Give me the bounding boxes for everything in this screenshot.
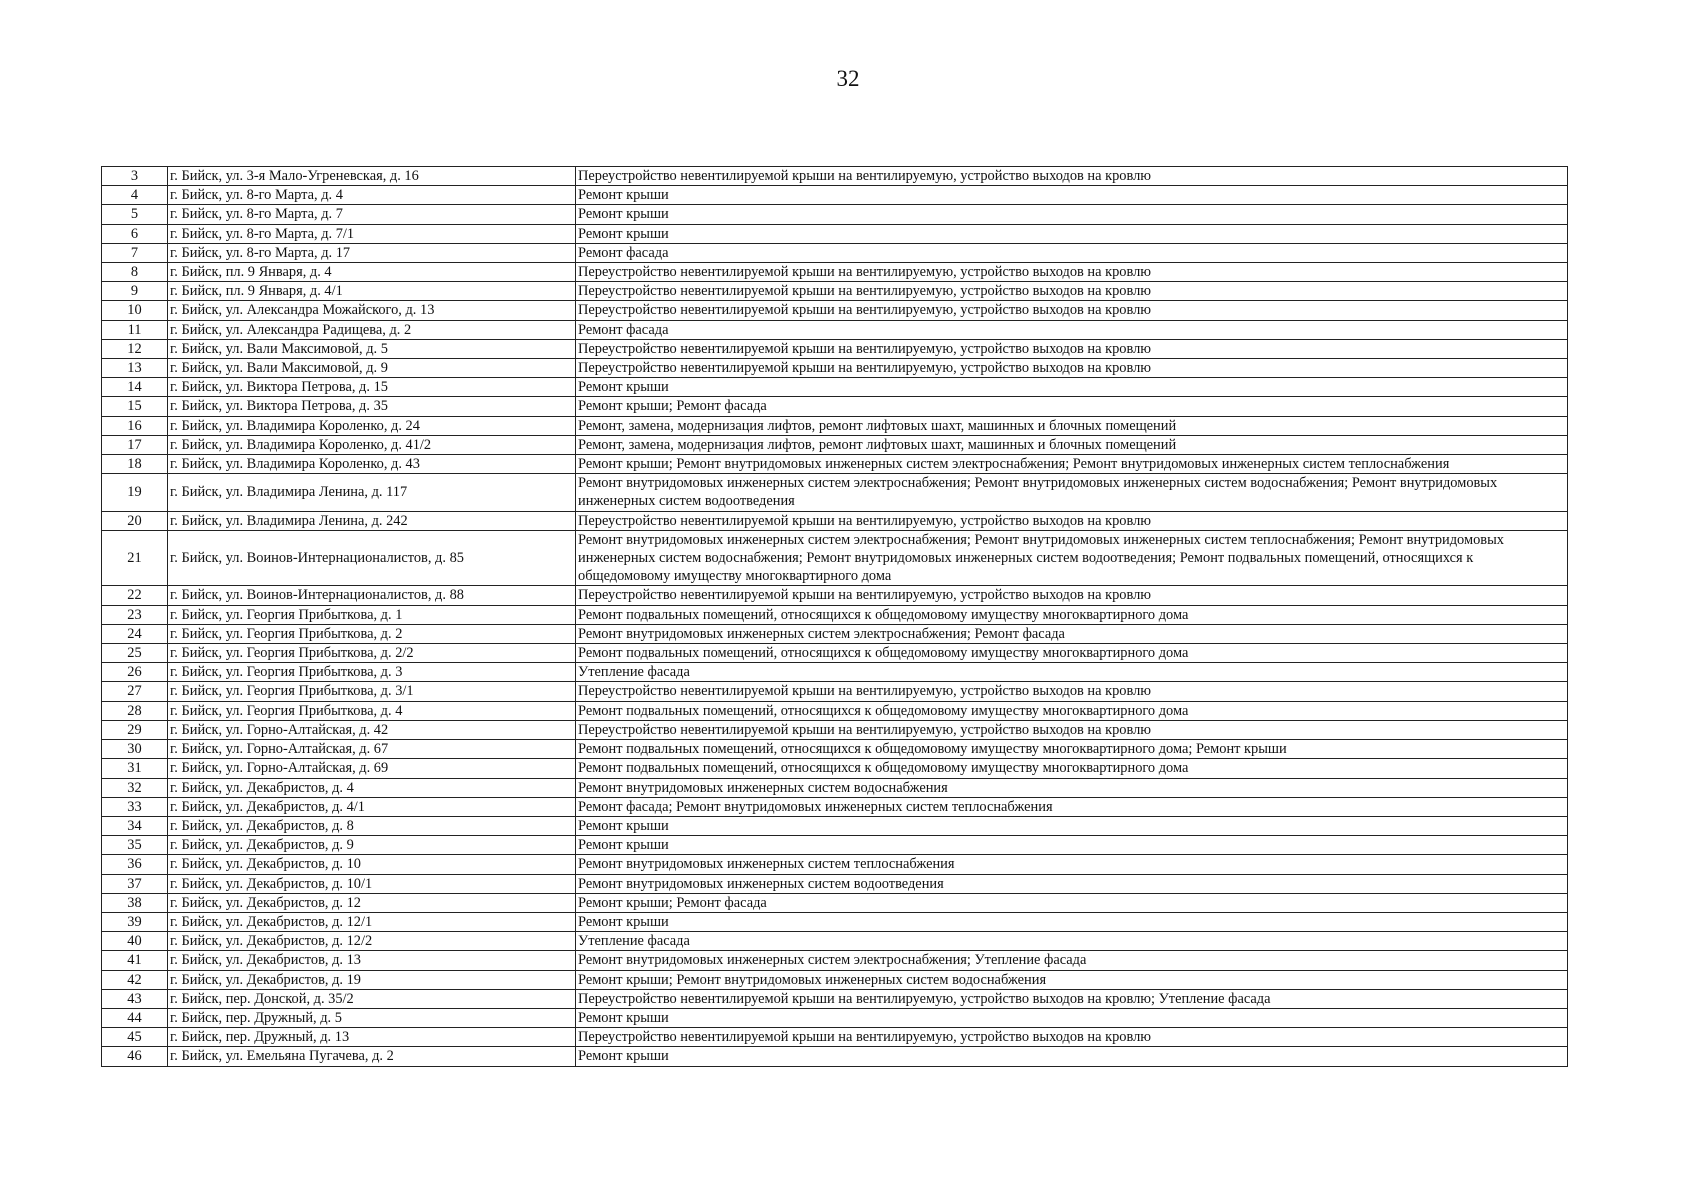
row-number: 44 [102, 1008, 168, 1027]
row-address: г. Бийск, ул. Декабристов, д. 12 [168, 893, 576, 912]
table-row [102, 989, 1568, 1008]
table-body [102, 167, 1568, 1067]
row-address: г. Бийск, ул. 3-я Мало-Угреневская, д. 16 [168, 167, 576, 186]
row-work-type: Ремонт крыши; Ремонт фасада [576, 397, 1568, 416]
row-work-type: Ремонт, замена, модернизация лифтов, ремонт лифтовых шахт, машинных и блочных помещений [576, 416, 1568, 435]
table-row [102, 530, 1568, 586]
row-number: 5 [102, 205, 168, 224]
row-work-type: Переустройство невентилируемой крыши на вентилируемую, устройство выходов на кровлю [576, 339, 1568, 358]
table-row [102, 282, 1568, 301]
row-work-type: Ремонт крыши [576, 378, 1568, 397]
row-number: 18 [102, 455, 168, 474]
row-work-type: Переустройство невентилируемой крыши на вентилируемую, устройство выходов на кровлю [576, 511, 1568, 530]
table-row [102, 1028, 1568, 1047]
row-number: 7 [102, 243, 168, 262]
row-work-type: Ремонт внутридомовых инженерных систем электроснабжения; Ремонт внутридомовых инженерных систем водоснабжения; Ремонт внутридомовых инженерных систем водоотведения [576, 474, 1568, 511]
row-address: г. Бийск, ул. Георгия Прибыткова, д. 3 [168, 663, 576, 682]
row-work-type: Ремонт подвальных помещений, относящихся к общедомовому имуществу многоквартирного дома [576, 605, 1568, 624]
row-work-type: Ремонт подвальных помещений, относящихся к общедомовому имуществу многоквартирного дома; Ремонт крыши [576, 740, 1568, 759]
page-number: 32 [836, 66, 860, 91]
table-row [102, 320, 1568, 339]
row-address: г. Бийск, ул. Декабристов, д. 10/1 [168, 874, 576, 893]
row-work-type: Переустройство невентилируемой крыши на вентилируемую, устройство выходов на кровлю [576, 359, 1568, 378]
row-number: 8 [102, 263, 168, 282]
row-number: 16 [102, 416, 168, 435]
row-work-type: Ремонт внутридомовых инженерных систем водоотведения [576, 874, 1568, 893]
table-row [102, 893, 1568, 912]
row-number: 34 [102, 816, 168, 835]
row-number: 13 [102, 359, 168, 378]
row-number: 40 [102, 932, 168, 951]
table-row [102, 932, 1568, 951]
row-address: г. Бийск, ул. 8-го Марта, д. 7/1 [168, 224, 576, 243]
row-address: г. Бийск, пл. 9 Января, д. 4/1 [168, 282, 576, 301]
row-work-type: Ремонт подвальных помещений, относящихся к общедомовому имуществу многоквартирного дома [576, 759, 1568, 778]
table-row [102, 263, 1568, 282]
row-number: 9 [102, 282, 168, 301]
row-address: г. Бийск, ул. Георгия Прибыткова, д. 4 [168, 701, 576, 720]
row-address: г. Бийск, ул. Владимира Короленко, д. 41/2 [168, 435, 576, 454]
row-number: 10 [102, 301, 168, 320]
row-number: 4 [102, 186, 168, 205]
row-work-type: Ремонт крыши [576, 186, 1568, 205]
table-row [102, 624, 1568, 643]
row-number: 36 [102, 855, 168, 874]
table-row [102, 397, 1568, 416]
row-number: 6 [102, 224, 168, 243]
table-row [102, 951, 1568, 970]
row-address: г. Бийск, пер. Дружный, д. 5 [168, 1008, 576, 1027]
row-work-type: Переустройство невентилируемой крыши на вентилируемую, устройство выходов на кровлю [576, 263, 1568, 282]
row-work-type: Ремонт крыши; Ремонт внутридомовых инженерных систем электроснабжения; Ремонт внутридомовых инженерных систем теплоснабжения [576, 455, 1568, 474]
row-number: 20 [102, 511, 168, 530]
row-number: 24 [102, 624, 168, 643]
row-work-type: Утепление фасада [576, 932, 1568, 951]
row-work-type: Ремонт подвальных помещений, относящихся к общедомовому имуществу многоквартирного дома [576, 701, 1568, 720]
row-number: 22 [102, 586, 168, 605]
table-row [102, 416, 1568, 435]
row-work-type: Ремонт крыши [576, 912, 1568, 931]
table-row [102, 186, 1568, 205]
table-row [102, 816, 1568, 835]
row-address: г. Бийск, ул. Вали Максимовой, д. 5 [168, 339, 576, 358]
row-number: 43 [102, 989, 168, 1008]
row-work-type: Ремонт фасада [576, 243, 1568, 262]
table-row [102, 759, 1568, 778]
row-work-type: Ремонт внутридомовых инженерных систем водоснабжения [576, 778, 1568, 797]
table-row [102, 797, 1568, 816]
table-row [102, 511, 1568, 530]
row-address: г. Бийск, ул. Георгия Прибыткова, д. 1 [168, 605, 576, 624]
row-number: 32 [102, 778, 168, 797]
table-row [102, 586, 1568, 605]
row-address: г. Бийск, ул. 8-го Марта, д. 7 [168, 205, 576, 224]
row-work-type: Ремонт внутридомовых инженерных систем электроснабжения; Ремонт фасада [576, 624, 1568, 643]
row-number: 15 [102, 397, 168, 416]
table-row [102, 644, 1568, 663]
row-number: 3 [102, 167, 168, 186]
row-address: г. Бийск, ул. Декабристов, д. 19 [168, 970, 576, 989]
table-row [102, 378, 1568, 397]
row-address: г. Бийск, ул. Декабристов, д. 4/1 [168, 797, 576, 816]
table-row [102, 855, 1568, 874]
table-row [102, 455, 1568, 474]
row-work-type: Переустройство невентилируемой крыши на вентилируемую, устройство выходов на кровлю [576, 167, 1568, 186]
row-work-type: Ремонт крыши; Ремонт внутридомовых инженерных систем водоснабжения [576, 970, 1568, 989]
row-number: 41 [102, 951, 168, 970]
table-row [102, 836, 1568, 855]
row-address: г. Бийск, ул. Емельяна Пугачева, д. 2 [168, 1047, 576, 1066]
row-number: 30 [102, 740, 168, 759]
table-row [102, 339, 1568, 358]
row-work-type: Переустройство невентилируемой крыши на вентилируемую, устройство выходов на кровлю [576, 282, 1568, 301]
table-row [102, 605, 1568, 624]
row-number: 23 [102, 605, 168, 624]
row-number: 35 [102, 836, 168, 855]
row-address: г. Бийск, ул. Декабристов, д. 10 [168, 855, 576, 874]
table-row [102, 1047, 1568, 1066]
row-number: 38 [102, 893, 168, 912]
table-row [102, 701, 1568, 720]
row-work-type: Ремонт подвальных помещений, относящихся к общедомовому имуществу многоквартирного дома [576, 644, 1568, 663]
row-address: г. Бийск, ул. Воинов-Интернационалистов, д. 88 [168, 586, 576, 605]
row-number: 17 [102, 435, 168, 454]
row-address: г. Бийск, ул. Горно-Алтайская, д. 42 [168, 720, 576, 739]
row-number: 19 [102, 474, 168, 511]
row-address: г. Бийск, ул. Вали Максимовой, д. 9 [168, 359, 576, 378]
row-work-type: Ремонт внутридомовых инженерных систем электроснабжения; Утепление фасада [576, 951, 1568, 970]
row-address: г. Бийск, ул. Георгия Прибыткова, д. 2/2 [168, 644, 576, 663]
row-address: г. Бийск, ул. Владимира Короленко, д. 43 [168, 455, 576, 474]
row-work-type: Ремонт, замена, модернизация лифтов, ремонт лифтовых шахт, машинных и блочных помещений [576, 435, 1568, 454]
row-address: г. Бийск, ул. Декабристов, д. 13 [168, 951, 576, 970]
table-row [102, 874, 1568, 893]
row-address: г. Бийск, ул. Александра Можайского, д. 13 [168, 301, 576, 320]
row-address: г. Бийск, ул. Декабристов, д. 8 [168, 816, 576, 835]
row-work-type: Ремонт крыши [576, 205, 1568, 224]
row-address: г. Бийск, ул. Декабристов, д. 12/2 [168, 932, 576, 951]
row-address: г. Бийск, ул. Владимира Ленина, д. 242 [168, 511, 576, 530]
row-number: 39 [102, 912, 168, 931]
table-row [102, 243, 1568, 262]
row-address: г. Бийск, ул. Александра Радищева, д. 2 [168, 320, 576, 339]
row-number: 27 [102, 682, 168, 701]
row-address: г. Бийск, ул. Георгия Прибыткова, д. 2 [168, 624, 576, 643]
table-row [102, 720, 1568, 739]
row-address: г. Бийск, ул. Горно-Алтайская, д. 67 [168, 740, 576, 759]
row-number: 31 [102, 759, 168, 778]
table-row [102, 778, 1568, 797]
row-number: 14 [102, 378, 168, 397]
table-row [102, 167, 1568, 186]
row-work-type: Утепление фасада [576, 663, 1568, 682]
row-number: 46 [102, 1047, 168, 1066]
row-address: г. Бийск, ул. Владимира Ленина, д. 117 [168, 474, 576, 511]
table-row [102, 474, 1568, 511]
row-address: г. Бийск, ул. Декабристов, д. 12/1 [168, 912, 576, 931]
row-address: г. Бийск, ул. Декабристов, д. 4 [168, 778, 576, 797]
row-number: 11 [102, 320, 168, 339]
table-row [102, 301, 1568, 320]
row-address: г. Бийск, ул. 8-го Марта, д. 17 [168, 243, 576, 262]
row-address: г. Бийск, ул. Георгия Прибыткова, д. 3/1 [168, 682, 576, 701]
row-work-type: Ремонт крыши [576, 224, 1568, 243]
row-work-type: Ремонт крыши [576, 816, 1568, 835]
row-address: г. Бийск, пер. Дружный, д. 13 [168, 1028, 576, 1047]
row-address: г. Бийск, ул. Виктора Петрова, д. 35 [168, 397, 576, 416]
table-row [102, 970, 1568, 989]
row-address: г. Бийск, ул. Горно-Алтайская, д. 69 [168, 759, 576, 778]
row-work-type: Ремонт внутридомовых инженерных систем электроснабжения; Ремонт внутридомовых инженерных систем теплоснабжения; Ремонт внутридомовых инженерных систем водоснабжения; Ремонт внутридомовых инженерных систем водоотведения; Ремонт подвальных помещений, относящихся к общедомовому имуществу многоквартирного дома [576, 530, 1568, 586]
repair-table [101, 166, 1568, 1067]
table-row [102, 740, 1568, 759]
row-number: 33 [102, 797, 168, 816]
repair-table-container [101, 166, 1567, 1067]
row-work-type: Ремонт фасада; Ремонт внутридомовых инженерных систем теплоснабжения [576, 797, 1568, 816]
row-number: 29 [102, 720, 168, 739]
row-number: 12 [102, 339, 168, 358]
row-address: г. Бийск, ул. Виктора Петрова, д. 15 [168, 378, 576, 397]
row-number: 21 [102, 530, 168, 586]
row-address: г. Бийск, ул. Декабристов, д. 9 [168, 836, 576, 855]
table-row [102, 682, 1568, 701]
row-number: 26 [102, 663, 168, 682]
table-row [102, 205, 1568, 224]
row-number: 37 [102, 874, 168, 893]
row-number: 28 [102, 701, 168, 720]
row-address: г. Бийск, ул. 8-го Марта, д. 4 [168, 186, 576, 205]
row-work-type: Ремонт фасада [576, 320, 1568, 339]
row-number: 42 [102, 970, 168, 989]
row-address: г. Бийск, ул. Владимира Короленко, д. 24 [168, 416, 576, 435]
row-work-type: Переустройство невентилируемой крыши на вентилируемую, устройство выходов на кровлю [576, 682, 1568, 701]
row-work-type: Ремонт крыши [576, 836, 1568, 855]
table-row [102, 224, 1568, 243]
table-row [102, 1008, 1568, 1027]
row-work-type: Переустройство невентилируемой крыши на вентилируемую, устройство выходов на кровлю [576, 586, 1568, 605]
table-row [102, 359, 1568, 378]
table-row [102, 435, 1568, 454]
row-number: 45 [102, 1028, 168, 1047]
row-work-type: Ремонт крыши [576, 1008, 1568, 1027]
row-work-type: Ремонт крыши; Ремонт фасада [576, 893, 1568, 912]
row-address: г. Бийск, ул. Воинов-Интернационалистов, д. 85 [168, 530, 576, 586]
row-work-type: Переустройство невентилируемой крыши на вентилируемую, устройство выходов на кровлю [576, 301, 1568, 320]
table-row [102, 912, 1568, 931]
row-work-type: Переустройство невентилируемой крыши на вентилируемую, устройство выходов на кровлю [576, 720, 1568, 739]
row-work-type: Ремонт крыши [576, 1047, 1568, 1066]
table-row [102, 663, 1568, 682]
row-work-type: Ремонт внутридомовых инженерных систем теплоснабжения [576, 855, 1568, 874]
row-number: 25 [102, 644, 168, 663]
row-address: г. Бийск, пл. 9 Января, д. 4 [168, 263, 576, 282]
row-address: г. Бийск, пер. Донской, д. 35/2 [168, 989, 576, 1008]
row-work-type: Переустройство невентилируемой крыши на вентилируемую, устройство выходов на кровлю [576, 1028, 1568, 1047]
row-work-type: Переустройство невентилируемой крыши на вентилируемую, устройство выходов на кровлю; Утепление фасада [576, 989, 1568, 1008]
